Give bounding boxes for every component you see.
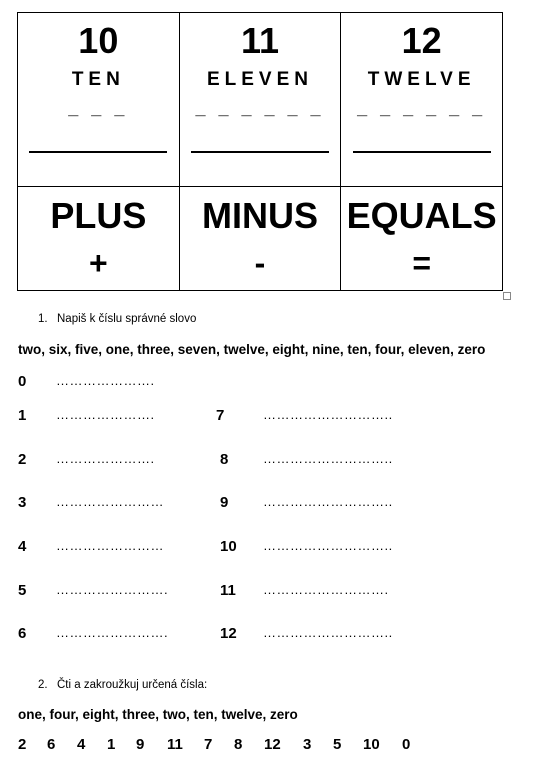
task2-number: 2.	[38, 679, 48, 691]
circle-number[interactable]: 2	[18, 736, 27, 753]
plus-symbol: +	[88, 245, 108, 281]
letter-dashes: _ _ _ _ _ _	[195, 98, 325, 118]
circle-numbers-row	[0, 736, 542, 756]
operator-word: EQUALS	[346, 195, 497, 236]
letter-dashes: _ _ _ _ _ _	[357, 98, 487, 118]
task1-number: 1.	[38, 313, 48, 325]
answer-line-10[interactable]: ………………………..	[263, 538, 393, 553]
answer-line-7[interactable]: ………………………..	[263, 407, 393, 422]
answer-line-2[interactable]: ………………….	[56, 451, 155, 466]
task1-text: Napiš k číslu správné slovo	[57, 313, 197, 325]
answer-line-6[interactable]: …………………….	[56, 625, 169, 640]
item-number-10: 10	[220, 538, 237, 555]
item-number-6: 6	[18, 625, 27, 642]
circle-number[interactable]: 5	[333, 736, 342, 753]
circle-number[interactable]: 11	[167, 736, 183, 753]
circle-number[interactable]: 1	[107, 736, 116, 753]
operator-word: PLUS	[50, 195, 147, 236]
number-digit: 12	[401, 20, 442, 61]
circle-number[interactable]: 12	[264, 736, 281, 753]
item-number-0: 0	[18, 373, 27, 390]
operator-cell-plus	[18, 187, 180, 291]
number-cell-11	[179, 13, 341, 187]
item-number-12: 12	[220, 625, 237, 642]
item-number-1: 1	[18, 407, 27, 424]
task1-instruction	[38, 313, 196, 325]
item-number-7: 7	[216, 407, 225, 424]
circle-number[interactable]: 10	[363, 736, 380, 753]
write-line	[191, 151, 329, 153]
answer-line-11[interactable]: ……………………….	[263, 582, 389, 597]
write-line	[353, 151, 491, 153]
task2-word-list: one, four, eight, three, two, ten, twelve, zero	[18, 707, 298, 722]
circle-number[interactable]: 3	[303, 736, 312, 753]
answer-line-5[interactable]: …………………….	[56, 582, 169, 597]
write-line	[29, 151, 167, 153]
equals-symbol: =	[412, 245, 431, 281]
task2-text: Čti a zakroužkuj určená čísla:	[57, 679, 208, 691]
answer-line-4[interactable]: ……………………	[56, 538, 164, 553]
operator-cell-minus	[179, 187, 341, 291]
operator-word: MINUS	[201, 195, 318, 236]
circle-number[interactable]: 9	[136, 736, 145, 753]
task1-word-list: two, six, five, one, three, seven, twelve, eight, nine, ten, four, eleven, zero	[18, 342, 486, 357]
answer-line-12[interactable]: ………………………..	[263, 625, 393, 640]
answer-line-8[interactable]: ………………………..	[263, 451, 393, 466]
answer-line-1[interactable]: ………………….	[56, 407, 155, 422]
minus-symbol: -	[254, 245, 266, 281]
item-number-11: 11	[220, 582, 236, 599]
letter-dashes: _ _ _	[68, 98, 129, 118]
number-digit: 10	[78, 20, 119, 61]
table-resize-handle[interactable]	[503, 292, 511, 300]
task2-instruction	[38, 679, 207, 691]
answer-line-3[interactable]: ……………………	[56, 494, 164, 509]
circle-number[interactable]: 4	[77, 736, 86, 753]
circle-number[interactable]: 7	[204, 736, 213, 753]
numbers-table	[17, 12, 503, 291]
item-number-3: 3	[18, 494, 27, 511]
item-number-9: 9	[220, 494, 229, 511]
number-digit: 11	[240, 20, 280, 61]
item-number-2: 2	[18, 451, 27, 468]
circle-number[interactable]: 6	[47, 736, 56, 753]
circle-number[interactable]: 0	[402, 736, 411, 753]
item-number-5: 5	[18, 582, 27, 599]
answer-line-0[interactable]: ………………….	[56, 373, 155, 388]
item-number-4: 4	[18, 538, 27, 555]
circle-number[interactable]: 8	[234, 736, 243, 753]
item-number-8: 8	[220, 451, 229, 468]
number-cell-10	[18, 13, 180, 187]
number-cell-12	[341, 13, 503, 187]
operator-cell-equals	[341, 187, 503, 291]
number-word: TWELVE	[367, 69, 476, 90]
number-word: TEN	[71, 69, 125, 90]
answer-line-9[interactable]: ………………………..	[263, 494, 393, 509]
number-word: ELEVEN	[206, 69, 313, 90]
